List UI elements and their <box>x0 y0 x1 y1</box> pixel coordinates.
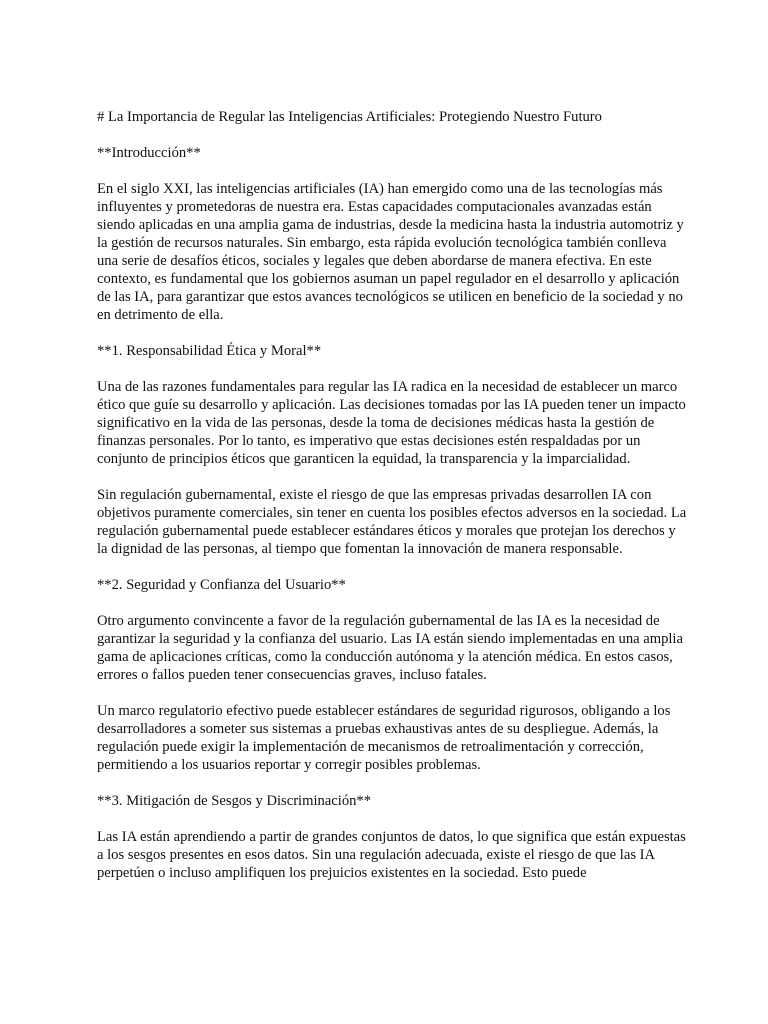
document-title: # La Importancia de Regular las Inteligencias Artificiales: Protegiendo Nuestro Futuro <box>97 109 602 125</box>
section-2-paragraph-2: Un marco regulatorio efectivo puede establecer estándares de seguridad rigurosos, obligando a los desarrolladores a someter sus sistemas a pruebas exhaustivas antes de su despliegue. Además, la regulación puede exigir la implementación de mecanismos de retroalimentación y corrección, permitiendo a los usuarios reportar y corregir posibles problemas. <box>97 703 671 773</box>
document-body <box>97 108 687 900</box>
section-2-heading: **2. Seguridad y Confianza del Usuario** <box>97 577 346 593</box>
section-1-paragraph-1: Una de las razones fundamentales para regular las IA radica en la necesidad de establecer un marco ético que guíe su desarrollo y aplicación. Las decisiones tomadas por las IA pueden tener un impacto significativo en la vida de las personas, desde la toma de decisiones médicas hasta la gestión de finanzas personales. Por lo tanto, es imperativo que estas decisiones estén respaldadas por un conjunto de principios éticos que garanticen la equidad, la transparencia y la imparcialidad. <box>97 379 686 467</box>
section-1-heading: **1. Responsabilidad Ética y Moral** <box>97 343 322 359</box>
intro-paragraph: En el siglo XXI, las inteligencias artificiales (IA) han emergido como una de las tecnologías más influyentes y prometedoras de nuestra era. Estas capacidades computacionales avanzadas están siendo aplicadas en una amplia gama de industrias, desde la medicina hasta la industria automotriz y la gestión de recursos naturales. Sin embargo, esta rápida evolución tecnológica también conlleva una serie de desafíos éticos, sociales y legales que deben abordarse de manera efectiva. En este contexto, es fundamental que los gobiernos asuman un papel regulador en el desarrollo y aplicación de las IA, para garantizar que estos avances tecnológicos se utilicen en beneficio de la sociedad y no en detrimento de ella. <box>97 181 684 323</box>
section-3-paragraph-1: Las IA están aprendiendo a partir de grandes conjuntos de datos, lo que significa que están expuestas a los sesgos presentes en esos datos. Sin una regulación adecuada, existe el riesgo de que las IA perpetúen o incluso amplifiquen los prejuicios existentes en la sociedad. Esto puede <box>97 829 686 881</box>
section-2-paragraph-1: Otro argumento convincente a favor de la regulación gubernamental de las IA es la necesidad de garantizar la seguridad y la confianza del usuario. Las IA están siendo implementadas en una amplia gama de aplicaciones críticas, como la conducción autónoma y la atención médica. En estos casos, errores o fallos pueden tener consecuencias graves, incluso fatales. <box>97 613 683 683</box>
section-1-paragraph-2: Sin regulación gubernamental, existe el riesgo de que las empresas privadas desarrollen IA con objetivos puramente comerciales, sin tener en cuenta los posibles efectos adversos en la sociedad. La regulación gubernamental puede establecer estándares éticos y morales que protejan los derechos y la dignidad de las personas, al tiempo que fomentan la innovación de manera responsable. <box>97 487 687 557</box>
intro-heading: **Introducción** <box>97 145 201 161</box>
section-3-heading: **3. Mitigación de Sesgos y Discriminación** <box>97 793 372 809</box>
